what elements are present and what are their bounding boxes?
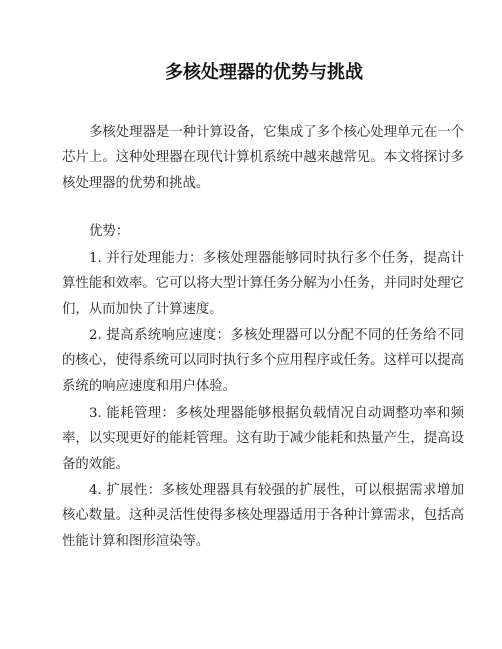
advantage-item-1: 1. 并行处理能力：多核处理器能够同时执行多个任务，提高计算性能和效率。它可以将大型计算任务分解为小任务，并同时处理它们，从而加快了计算速度。: [62, 251, 464, 317]
advantage-item-4: 4. 扩展性：多核处理器具有较强的扩展性，可以根据需求增加核心数量。这种灵活性使得多核处理器适用于各种计算需求，包括高性能计算和图形渲染等。: [62, 483, 464, 549]
document-title: 多核处理器的优势与挑战: [165, 62, 363, 83]
intro-paragraph: 多核处理器是一种计算设备，它集成了多个核心处理单元在一个芯片上。这种处理器在现代计算机系统中越来越常见。本文将探讨多核处理器的优势和挑战。: [62, 125, 464, 191]
advantage-item-3: 3. 能耗管理：多核处理器能够根据负载情况自动调整功率和频率，以实现更好的能耗管理。这有助于减少能耗和热量产生，提高设备的效能。: [62, 406, 464, 472]
advantages-label: 优势：: [89, 224, 130, 239]
advantage-item-2: 2. 提高系统响应速度：多核处理器可以分配不同的任务给不同的核心，使得系统可以同时执行多个应用程序或任务。这样可以提高系统的响应速度和用户体验。: [62, 328, 464, 394]
